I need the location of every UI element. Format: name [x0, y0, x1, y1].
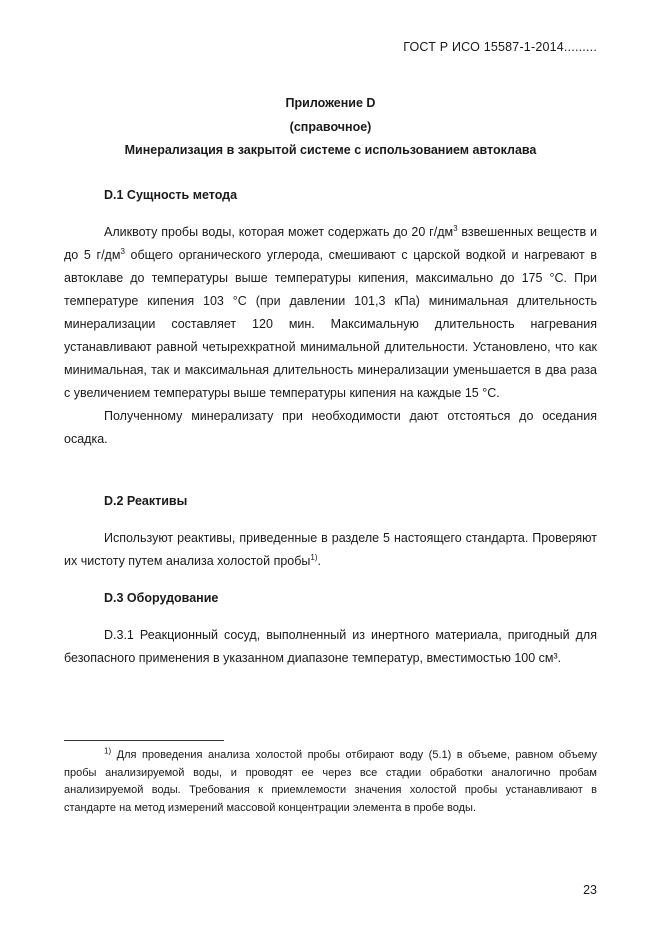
appendix-status: (справочное) — [289, 120, 372, 134]
document-code-header: ГОСТ Р ИСО 15587-1-2014......... — [403, 40, 597, 54]
page-number: 23 — [583, 883, 597, 897]
section-d3-paragraph: D.3.1 Реакционный сосуд, выполненный из инертного материала, пригодный для безопасного применения в указанном диапазоне температур, вместимостью 100 см³. — [64, 628, 597, 665]
section-d1-paragraph-2: Полученному минерализату при необходимости дают отстояться до оседания осадка. — [64, 409, 597, 446]
footnote-text: Для проведения анализа холостой пробы отбирают воду (5.1) в объеме, равном объему пробы анализируемой воды, и проводят ее через все стадии обработки аналогично пробам анализируемой воды. Требования к приемлемости значения холостой пробы устанавливают в стандарте на метод измерений массовой концентрации элемента в пробе воды. — [64, 749, 597, 814]
footnote-mark: 1) — [104, 746, 112, 756]
section-d2-body — [64, 527, 597, 573]
footnote — [64, 747, 597, 817]
appendix-title: Приложение D — [285, 96, 376, 110]
section-d2-paragraph: Используют реактивы, приведенные в разделе 5 настоящего стандарта. Проверяют их чистоту путем анализа холостой пробы$^{1)}$. — [64, 531, 597, 568]
section-d3-body — [64, 624, 597, 670]
appendix-subject: Минерализация в закрытой системе с использованием автоклава — [124, 143, 537, 157]
section-d3-heading: D.3 Оборудование — [104, 591, 219, 605]
footnote-separator — [64, 740, 224, 741]
section-d2-heading: D.2 Реактивы — [104, 494, 188, 508]
section-d1-body — [64, 221, 597, 451]
section-d1-heading: D.1 Сущность метода — [104, 188, 238, 202]
footnote-reference[interactable]: 1) — [310, 552, 318, 562]
section-d1-paragraph-1: Аликвоту пробы воды, которая может содержать до 20 $г/дм^3$ взвешенных веществ и до 5 $г/дм^3$ общего органического углерода, смешивают с царской водкой и нагревают в автоклаве до температуры выше температуры кипения, максимально до 175 °С. При температуре кипения 103 °С (при давлении 101,3 кПа) минимальная длительность минерализации составляет 120 мин. Максимальную длительность нагревания устанавливают равной четырехкратной минимальной длительности. Установлено, что как минимальная, так и максимальная длительность минерализации уменьшается в два раза с увеличением температуры выше температуры кипения на каждые 15 °С. — [64, 223, 597, 400]
